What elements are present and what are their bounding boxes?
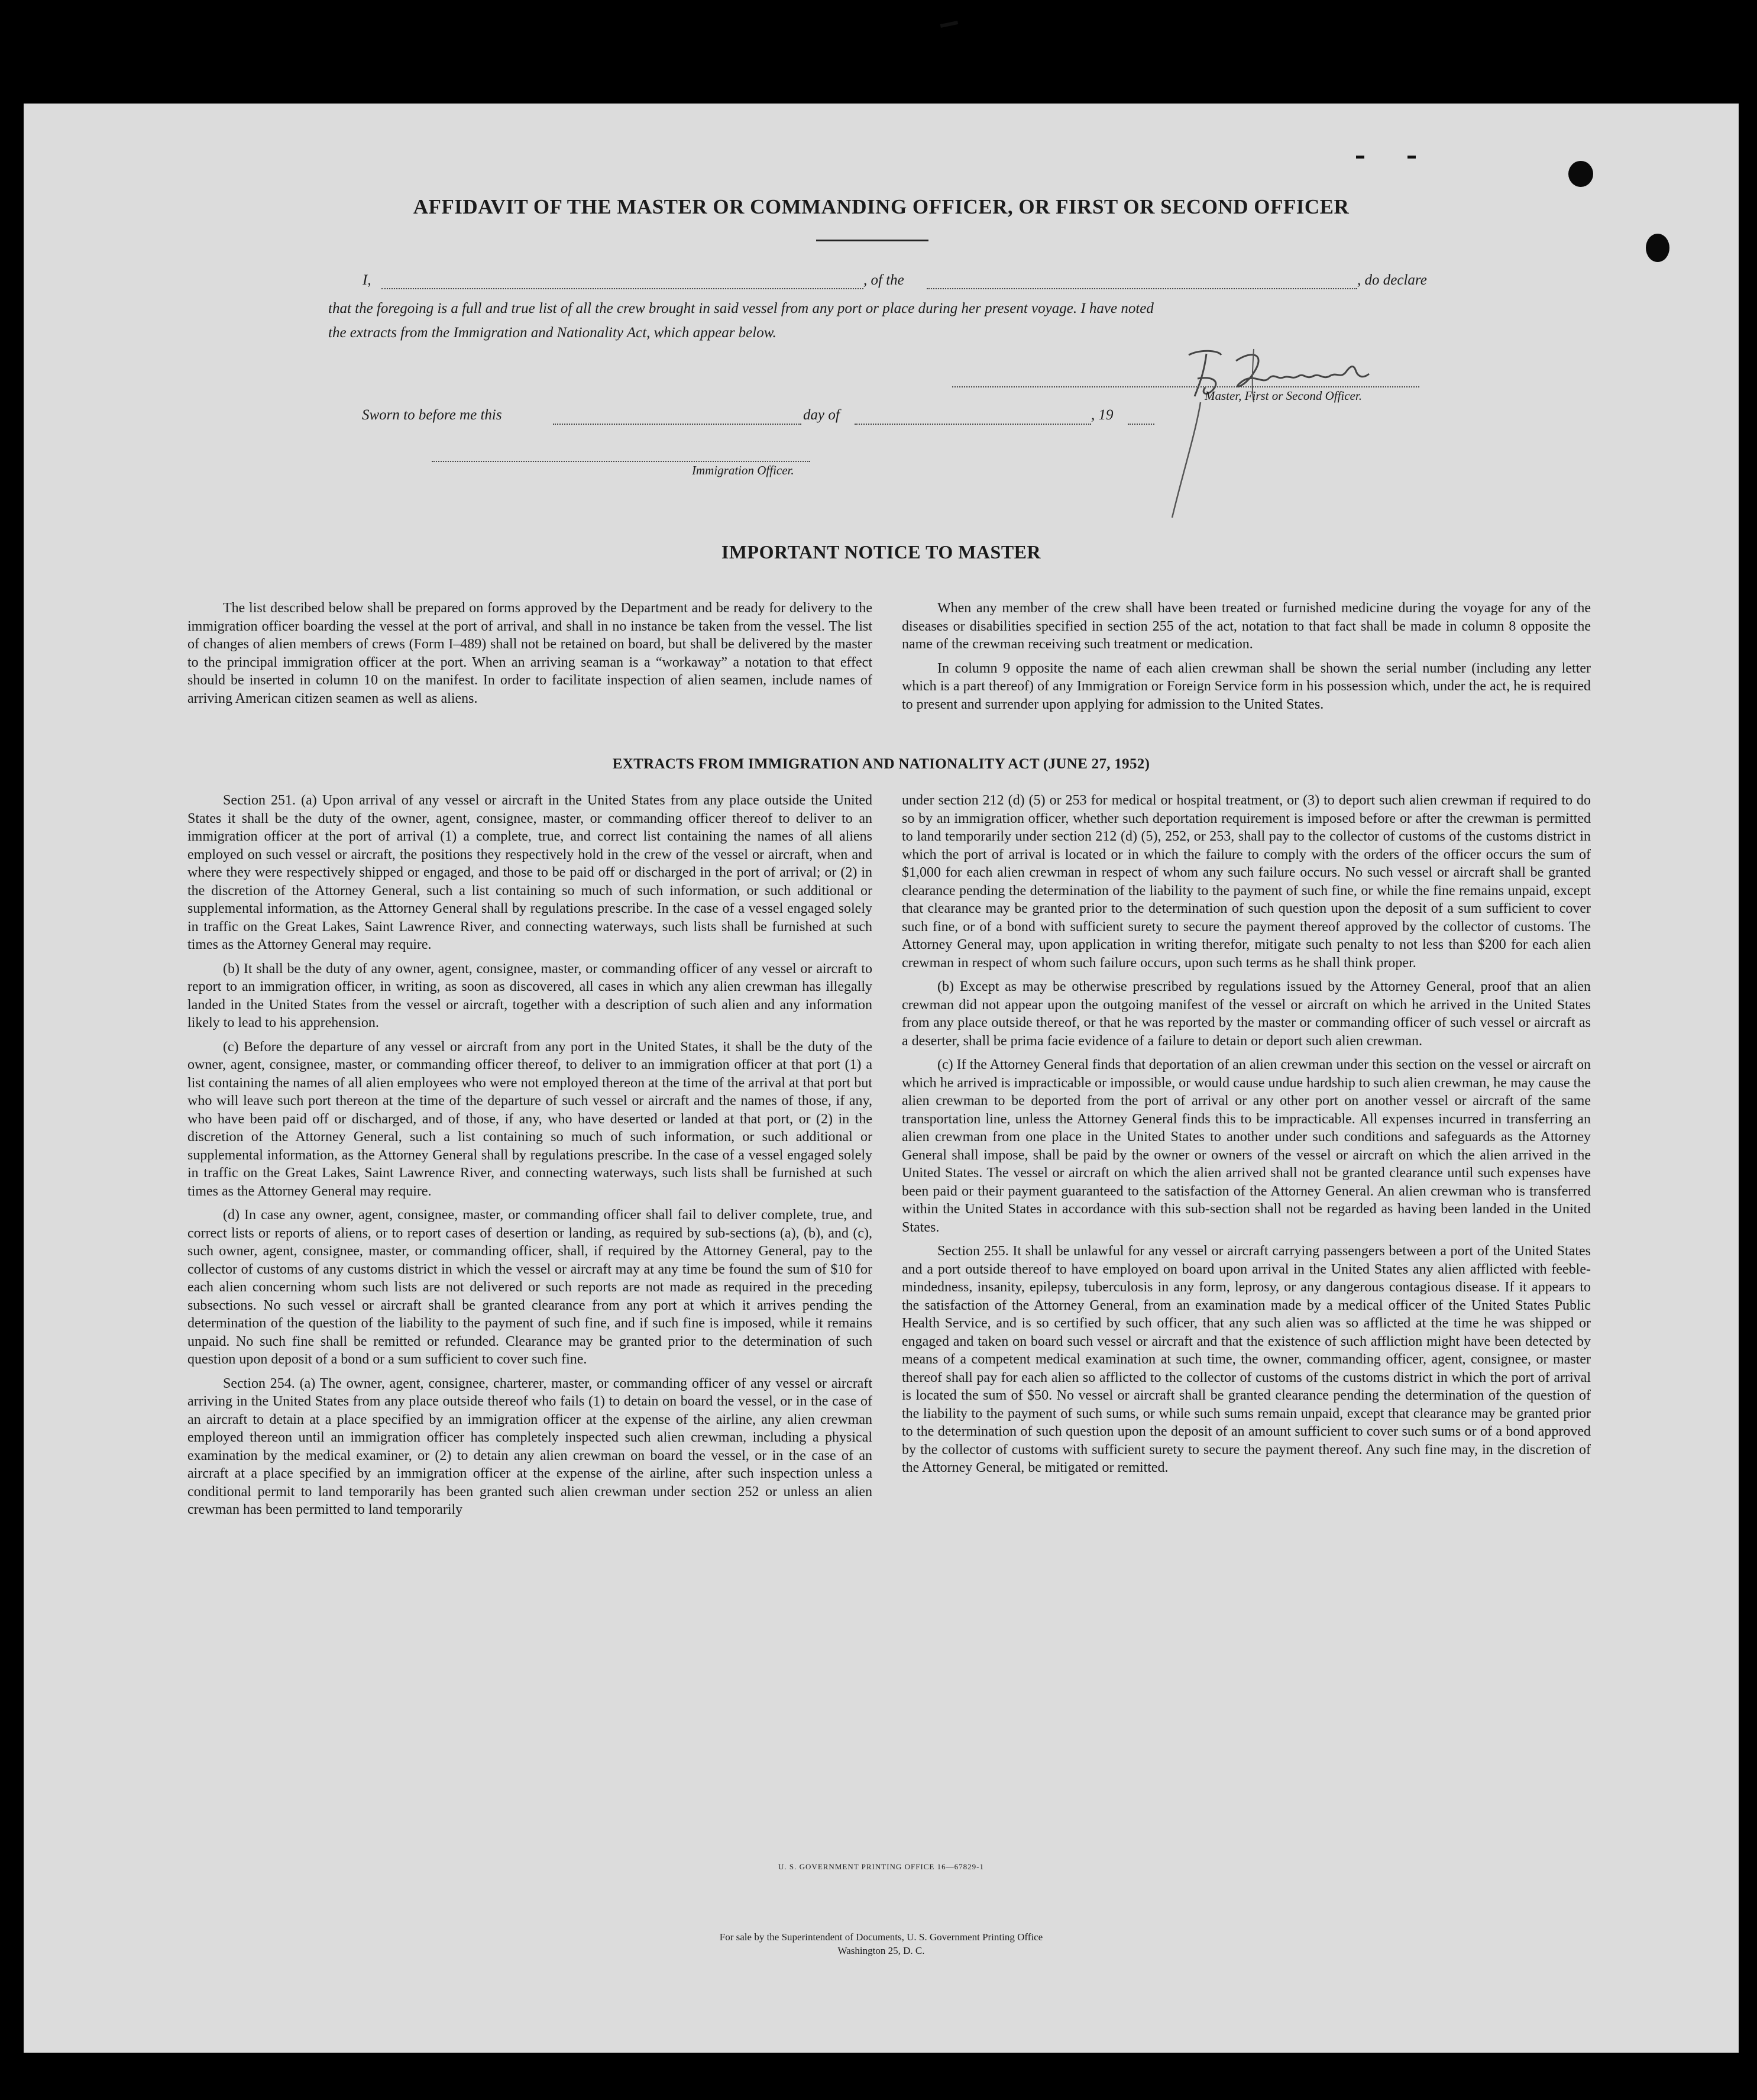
handwritten-signature — [1165, 337, 1419, 538]
notice-right-paragraph-2: In column 9 opposite the name of each alien crewman shall be shown the serial number (including any letter which is a part thereof) of any Immigration or Foreign Service form in his possession which, under the act, he is required to present and surrender upon applying for admission to the United States. — [902, 660, 1591, 712]
printing-office-line: U. S. GOVERNMENT PRINTING OFFICE 16—67829-1 — [778, 1862, 984, 1871]
section-254b: (b) Except as may be otherwise prescribed by regulations issued by the Attorney General, proof that an alien crewman did not appear upon the outgoing manifest of the vessel or aircraft on which he arrived in the United States from any place outside thereof, or that he was reported by the master or commanding officer of such vessel or aircraft as a deserter, shall be prima facie evidence of a failure to detain or deport such alien crewman. — [902, 979, 1591, 1049]
sworn-month-field[interactable] — [855, 424, 1091, 425]
notice-left-column — [187, 599, 872, 713]
scan-speck — [1356, 156, 1364, 159]
line-do-declare-label: , do declare — [1357, 272, 1427, 288]
notice-right-column — [902, 599, 1591, 719]
scan-speck — [1407, 156, 1416, 159]
section-251b: (b) It shall be the duty of any owner, agent, consignee, master, or commanding officer of any vessel or aircraft to report to an immigration officer, in writing, as soon as discovered, all cases in which any alien crewman has illegally landed in the United States from the vessel or aircraft, together with a description of such alien and any information likely to lead to his apprehension. — [187, 961, 872, 1030]
declaration-line-2: that the foregoing is a full and true list of all the crew brought in said vessel from any port or place during her present voyage. I have noted — [328, 301, 1154, 316]
document-page — [24, 104, 1739, 2053]
line-i-label: I, — [363, 272, 371, 288]
section-255: Section 255. It shall be unlawful for any vessel or aircraft carrying passengers between a port of the United States and a port outside thereof to have employed on board upon arrival in the United States any alien afflicted with feeble-mindedness, insanity, epilepsy, tuberculosis in any form, leprosy, or any dangerous contagious disease. If it appears to the satisfaction of the Attorney General, from an examination made by a medical officer of the United States Public Health Service, and is so certified by such officer, that any such alien was so afflicted at the time he was shipped or engaged and taken on board such vessel or aircraft and that the existence of such affliction might have been detected by means of a competent medical examination at such time, the owner, commanding officer, agent, consignee, or master thereof shall pay for each alien so afflicted to the collector of customs of the customs district in which the port of arrival is located the sum of $50. No vessel or aircraft shall be granted clearance pending the determination of the question of the liability to the payment of such sums, or while such sums remain unpaid, except that clearance may be granted prior to the determination of such question upon the deposit of an amount sufficient to cover such sums or of a bond approved by the collector of customs with sufficient surety to secure the payment thereof. Any such fine may, in the discretion of the Attorney General, be mitigated or remitted. — [902, 1243, 1591, 1475]
extracts-left-column — [187, 791, 872, 1525]
notice-right-paragraph-1: When any member of the crew shall have been treated or furnished medicine during the voyage for any of the diseases or disabilities specified in section 255 of the act, notation to that fact shall be made in column 8 opposite the name of the crewman receiving such treatment or medication. — [902, 600, 1591, 652]
sworn-date-field[interactable] — [553, 424, 801, 425]
signature-line — [952, 386, 1419, 387]
year-label: , 19 — [1091, 407, 1114, 423]
extracts-title: EXTRACTS FROM IMMIGRATION AND NATIONALITY ACT (JUNE 27, 1952) — [612, 756, 1150, 772]
immigration-officer-line[interactable] — [432, 461, 810, 462]
affidavit-title: AFFIDAVIT OF THE MASTER OR COMMANDING OFFICER, OR FIRST OR SECOND OFFICER — [413, 195, 1350, 218]
signature-caption: Master, First or Second Officer. — [1205, 389, 1362, 403]
section-254c: (c) If the Attorney General finds that deportation of an alien crewman under this section on the vessel or aircraft on which he arrived is impracticable or impossible, or would cause undue hardship to such alien crewman, he may cause the alien crewman to be deported from the port of arrival or any other port on another vessel or aircraft of the same transportation line, unless the Attorney General finds this to be impracticable. All expenses incurred in transferring an alien crewman from one place in the United States to another under such conditions and safeguards as the Attorney General shall impose, shall be paid by the owner or owners of the vessel or aircraft on which the alien arrived in the United States. The vessel or aircraft on which the alien arrived shall not be granted clearance until such expenses have been paid or their payment guaranteed to the satisfaction of the Attorney General. An alien crewman who is transferred within the United States in accordance with this sub-section shall not be regarded as having been landed in the United States. — [902, 1057, 1591, 1235]
title-rule — [816, 240, 928, 241]
sworn-label: Sworn to before me this — [362, 407, 502, 423]
sale-line-1: For sale by the Superintendent of Documents, U. S. Government Printing Office — [719, 1931, 1043, 1943]
punch-hole — [1568, 161, 1593, 187]
section-251c: (c) Before the departure of any vessel or aircraft from any port in the United States, it shall be the duty of the owner, agent, consignee, master, or commanding officer thereof, to deliver to an immigration officer at that port (1) a list containing the names of all alien employees who were not employed thereon at the time of the arrival at that port but who will leave such port thereon at the time of the departure of such vessel or aircraft and the names of those, if any, who have been paid off or discharged, and of those, if any, who have deserted or landed at that port, or (2) in the discretion of the Attorney General, such a list containing so much of such information, or such additional or supplemental information, as the Attorney General shall by regulations prescribe. In the case of a vessel engaged solely in traffic on the Great Lakes, Saint Lawrence River, and connecting waterways, such lists shall be furnished at such times as the Attorney General may require. — [187, 1039, 872, 1199]
name-field[interactable] — [381, 288, 863, 289]
sale-notice — [24, 1930, 1739, 1957]
section-251a: Section 251. (a) Upon arrival of any vessel or aircraft in the United States from any place outside the United States it shall be the duty of the owner, agent, consignee, master, or commanding officer thereof to deliver to an immigration officer at the port of arrival (1) a complete, true, and correct list containing the names of all aliens employed on such vessel or aircraft, the positions they respectively hold in the crew of the vessel or aircraft, when and where they were respectively shipped or engaged, and those to be paid off or discharged in the port of arrival; or (2) in the discretion of the Attorney General, such a list containing so much of such information, or such additional or supplemental information, as the Attorney General shall by regulations prescribe. In the case of a vessel engaged solely in traffic on the Great Lakes, Saint Lawrence River, and connecting waterways, such lists shall be furnished at such times as the Attorney General may require. — [187, 793, 872, 952]
notice-title: IMPORTANT NOTICE TO MASTER — [721, 541, 1041, 563]
extracts-right-column — [902, 791, 1591, 1483]
sworn-year-field[interactable] — [1128, 424, 1154, 425]
section-251d: (d) In case any owner, agent, consignee, master, or commanding officer shall fail to deliver complete, true, and correct lists or reports of aliens, or to report cases of desertion or landing, as required by sub-sections (a), (b), and (c), such owner, agent, consignee, master, or commanding officer, shall, if required by the Attorney General, pay to the collector of customs of any customs district in which the vessel or aircraft may at any time be found the sum of $10 for each alien concerning whom such lists are not delivered or such reports are not made as required in the preceding subsections. No such vessel or aircraft shall be granted clearance from any port at which it arrives pending the determination of the question of the liability to the payment of such fine, and if such fine is imposed, while it remains unpaid. No such fine shall be remitted or refunded. Clearance may be granted prior to the determination of such question upon deposit of a bond or a sum sufficient to cover such fine. — [187, 1207, 872, 1367]
punch-hole — [1646, 234, 1669, 262]
day-of-label: day of — [803, 407, 840, 423]
notice-left-paragraph: The list described below shall be prepared on forms approved by the Department and be ready for delivery to the immigration officer boarding the vessel at the port of arrival, and shall in no instance be taken from the vessel. The list of changes of alien members of crews (Form I–489) shall not be retained on board, but shall be delivered by the master to the principal immigration officer at the port. When an arriving seaman is a “workaway” a notation to that effect should be inserted in column 10 on the manifest. In order to facilitate inspection of alien seamen, include names of arriving American citizen seamen as well as aliens. — [187, 600, 872, 706]
line-of-the-label: , of the — [863, 272, 904, 288]
section-254a-cont: under section 212 (d) (5) or 253 for medical or hospital treatment, or (3) to deport such alien crewman if required to do so by an immigration officer, whether such deportation requirement is imposed before or after the crewman is permitted to land temporarily under section 212 (d) (5), 252, or 253, shall pay to the collector of customs of the customs district in which the port of arrival is located or in which the failure to comply with the orders of the officer occurs the sum of $1,000 for each alien crewman in respect of whom any such failure occurs. No such vessel or aircraft shall be granted clearance pending the determination of the liability to the payment of such fine, or while the fine remains unpaid, except that clearance may be granted prior to the determination of such question upon the deposit of a sum sufficient to cover such fine, or of a bond with sufficient surety to secure the payment thereof approved by the collector of customs. The Attorney General may, upon application in writing therefor, mitigate such penalty to not less than $200 for each alien crewman in respect of whom such failure occurs, upon such terms as he shall think proper. — [902, 793, 1591, 971]
sale-line-2: Washington 25, D. C. — [837, 1945, 925, 1956]
declaration-line-3: the extracts from the Immigration and Nationality Act, which appear below. — [328, 325, 776, 341]
vessel-field[interactable] — [927, 288, 1357, 289]
immigration-officer-caption: Immigration Officer. — [692, 463, 794, 477]
scan-speck — [940, 21, 959, 28]
section-254a: Section 254. (a) The owner, agent, consignee, charterer, master, or commanding officer of any vessel or aircraft arriving in the United States from any place outside thereof who fails (1) to detain on board the vessel, or in the case of an aircraft to detain at a place specified by an immigration officer at the expense of the airline, any alien crewman employed thereon until an immigration officer has completely inspected such alien crewman, including a physical examination by the medical examiner, or (2) to detain any alien crewman on board the vessel, or in the case of an aircraft at a place specified by an immigration officer at the expense of the airline, after such inspection unless a conditional permit to land temporarily has been granted such alien crewman under section 252 or unless an alien crewman has been permitted to land temporarily — [187, 1375, 872, 1517]
